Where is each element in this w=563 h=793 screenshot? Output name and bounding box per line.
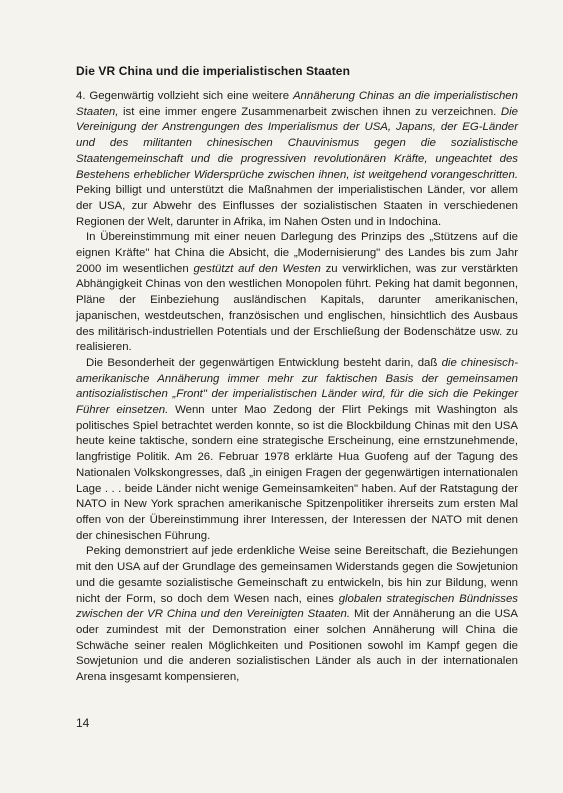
paragraph [76,230,518,356]
paragraph [76,356,518,544]
text-run: Mit der Annäherung an die USA oder zumindest mit der Demonstration einer solchen Annäherung will China die Schwäche seiner realen Möglichkeiten und Positionen sowohl im Kampf gegen die Sowjetunion und die anderen sozialistischen Länder als auch in der internationalen Arena insgesamt kompensieren, [76,608,518,684]
paragraph [76,89,518,230]
text-run: Peking billigt und unterstützt die Maßnahmen der imperialistischen Länder, vor allem der USA, zur Abwehr des Einflusses der sozialistischen Staaten in verschiedenen Regionen der Welt, darunter in Afrika, im Nahen Osten und in Indochina. [76,184,518,228]
emphasized-text: globalen strategischen Bündnisses zwischen der VR China und den Vereinigten Staaten. [76,592,518,621]
text-run: Peking demonstriert auf jede erdenkliche Weise seine Bereitschaft, die Beziehungen mit den USA auf der Grundlage des gemeinsamen Widerstands gegen die Sowjetunion und die gesamte sozialistische Gemeinschaft zu entwickeln, bis hin zur Bildung, wenn nicht der Form, so doch dem Wesen nach, eines [76,545,518,605]
text-run: Wenn unter Mao Zedong der Flirt Pekings mit Washington als politisches Spiel betrachtet werden konnte, so ist die Blockbildung Chinas mit den USA heute keine taktische, sondern eine strategische Erscheinung, eine ernstzunehmende, langfristige Politik. Am 26. Februar 1978 erklärte Hua Guofeng auf der Tagung des Nationalen Volkskongresses, daß „in einigen Fragen der gegenwärtigen internationalen Lage . . . beide Länder nicht wenige Gemeinsamkeiten" haben. Auf der Ratstagung der NATO in New York sprachen amerikanische Spitzenpolitiker ihrerseits zum ersten Mal offen von der Übereinstimmung ihrer Interessen, der Interessen der NATO mit denen der chinesischen Führung. [76,404,519,542]
text-run: ist eine immer engere Zusammenarbeit zwischen ihnen zu verzeichnen. [118,105,501,118]
emphasized-text: Die Vereinigung der Anstrengungen des Imperialismus der USA, Japans, der EG-Länder und des militanten chinesischen Chauvinismus gegen die sozialistische Staatengemeinschaft und die progressiven revolutionären Kräfte, ungeachtet des Bestehens erheblicher Widersprüche zwischen ihnen, ist weitgehend vorangeschritten. [76,105,518,181]
emphasized-text: Annäherung Chinas an die imperialistischen Staaten, [76,90,518,118]
body-text [76,89,518,686]
paragraph [76,544,518,685]
emphasized-text: die chinesisch-amerikanische Annäherung immer mehr zur faktischen Basis der gemeinsamen antisozialistischen „Front" der imperialistischen Länder wird, für die sich die Pekinger Führer einsetzen. [76,356,518,417]
text-run: Die Besonderheit der gegenwärtigen Entwicklung besteht darin, daß [86,356,442,369]
text-run: zu verwirklichen, was zur verstärkten Abhängigkeit Chinas von den westlichen Monopolen führt. Peking hat damit begonnen, Pläne der Einbeziehung ausländischen Kapitals, darunter amerikanischen, japanischen, westdeutschen, französischen und englischen, hinsichtlich des Ausbaus des militärisch-industriellen Potentials und der Erschließung der Bodenschätze usw. zu realisieren. [76,262,518,354]
running-head: Die VR China und die imperialistischen Staaten [76,64,350,78]
text-run: In Übereinstimmung mit einer neuen Darlegung des Prinzips des „Stützens auf die eignen Kräfte" hat China die Absicht, die „Modernisierung" des Landes bis zum Jahr 2000 im wesentlichen [76,231,518,275]
emphasized-text: gestützt auf den Westen [193,262,321,275]
page-number: 14 [76,716,90,730]
text-run: 4. Gegenwärtig vollzieht sich eine weitere [76,90,293,102]
